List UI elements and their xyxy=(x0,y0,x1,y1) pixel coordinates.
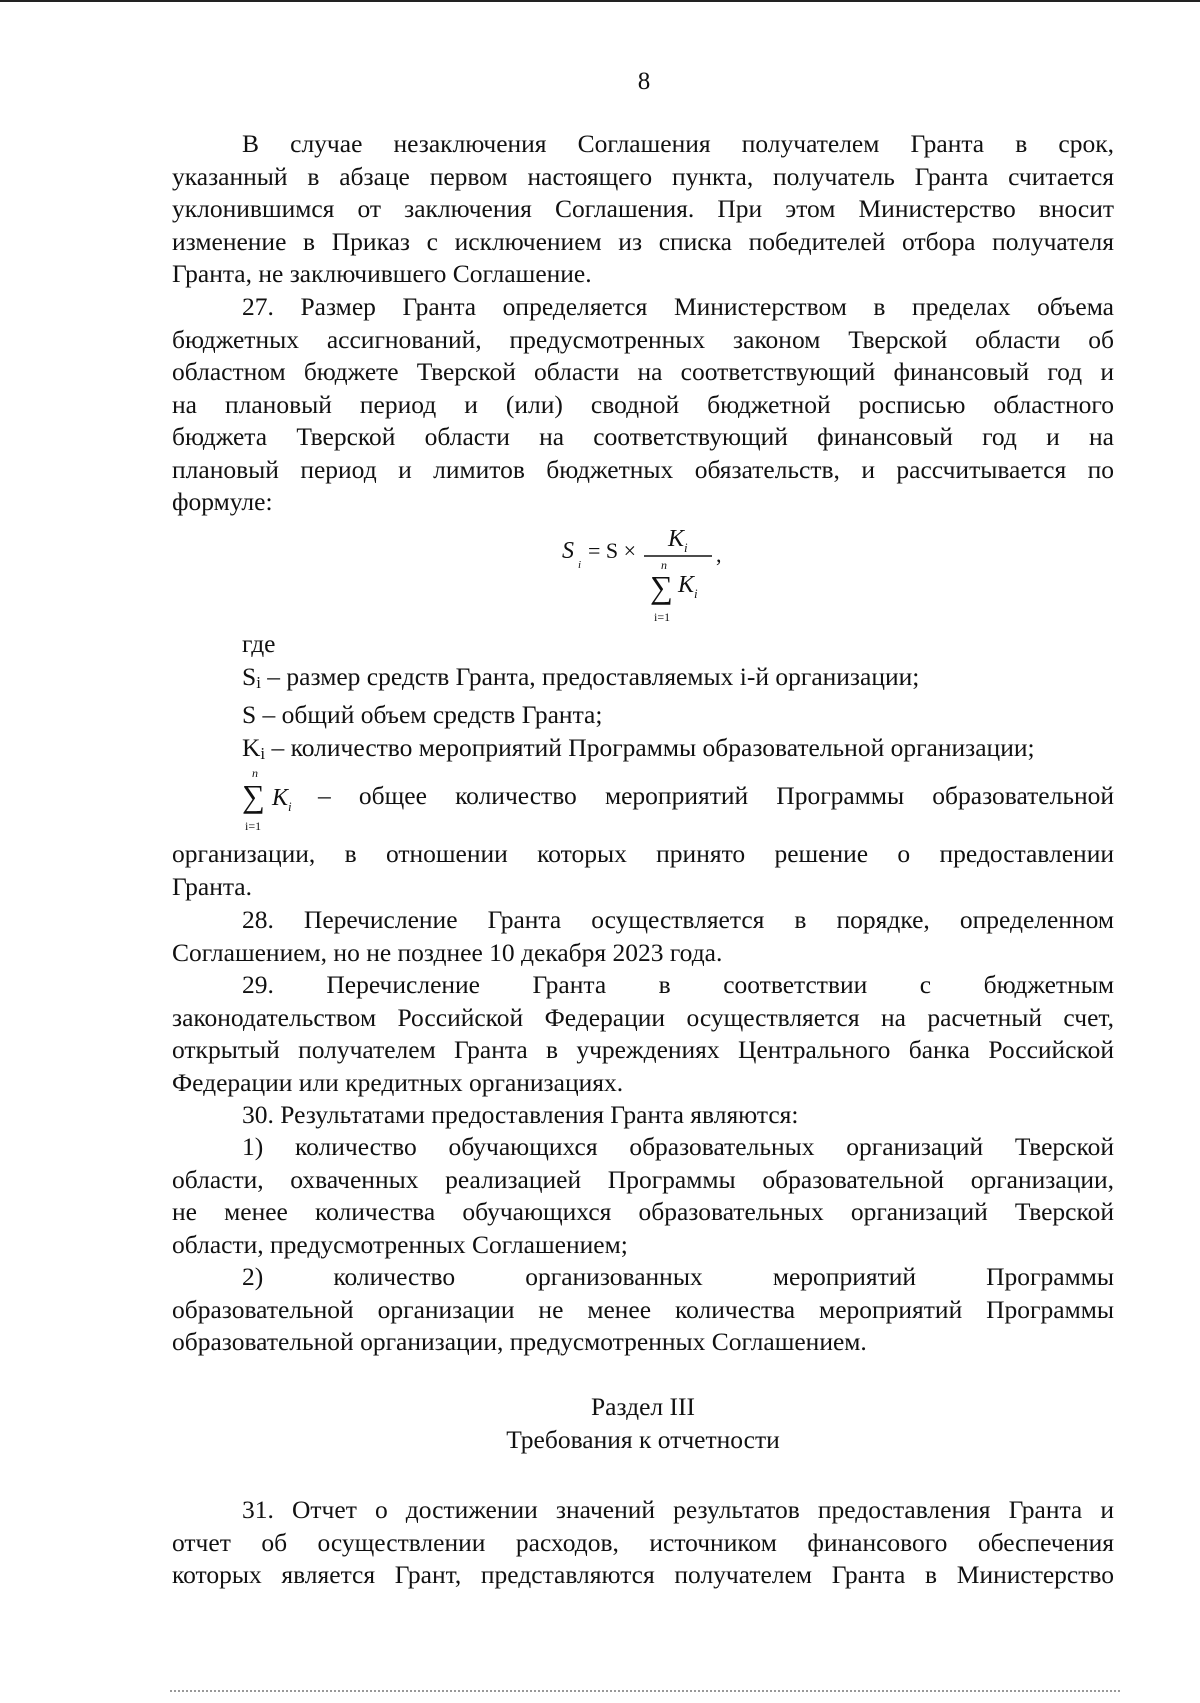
formula-sum-lower: i=1 xyxy=(654,610,671,624)
paragraph-30 xyxy=(172,1099,1114,1132)
text-line: организации, в отношении которых принято решение о предоставлении xyxy=(172,839,1114,868)
text-line: бюджета Тверской области на соответствующий финансовый год и на xyxy=(172,422,1114,451)
text-line: не менее количества обучающихся образовательных организаций Тверской xyxy=(172,1197,1114,1226)
definitions xyxy=(172,628,1114,770)
text-line: 30. Результатами предоставления Гранта являются: xyxy=(242,1100,799,1129)
text-line: области, предусмотренных Соглашением; xyxy=(172,1229,628,1259)
formula-sum-upper: n xyxy=(661,558,667,572)
section-title: Требования к отчетности xyxy=(506,1425,780,1454)
text-line: В случае незаключения Соглашения получателем Гранта в срок, xyxy=(242,129,1114,158)
text-line: образовательной организации, предусмотренных Соглашением. xyxy=(172,1327,867,1356)
def-sum-lower: i=1 xyxy=(245,819,262,833)
def-si-symbol: S xyxy=(242,661,257,691)
formula-numerator-sub: i xyxy=(684,540,688,555)
text-line: области, охваченных реализацией Программы образовательной организации, xyxy=(172,1164,1114,1194)
text-line: изменение в Приказ с исключением из списка победителей отбора получателя xyxy=(172,226,1114,256)
paragraph-31 xyxy=(172,1494,1114,1592)
formula-denominator-sub: i xyxy=(694,586,698,601)
def-sum xyxy=(242,765,1114,835)
text-line: указанный в абзаце первом настоящего пункта, получатель Гранта считается xyxy=(172,161,1114,191)
paragraph-30-item-1 xyxy=(172,1131,1114,1261)
text-line: 29. Перечисление Гранта в соответствии с бюджетным xyxy=(242,970,1114,999)
text-line: уклонившимся от заключения Соглашения. При этом Министерство вносит xyxy=(172,194,1114,223)
sigma-symbol: ∑ xyxy=(242,778,265,814)
top-border xyxy=(0,0,1200,2)
def-sum-text: – общее количество мероприятий Программы образовательной xyxy=(318,781,1114,810)
formula-lhs-sub: i xyxy=(578,559,582,571)
text-line: областном бюджете Тверской области на соответствующий финансовый год и xyxy=(172,357,1114,386)
def-ki-sub: i xyxy=(260,743,266,763)
section-number: Раздел III xyxy=(591,1392,695,1421)
def-s: S – общий объем средств Гранта; xyxy=(242,700,603,729)
paragraph-30-item-2 xyxy=(172,1261,1114,1359)
text-line: Гранта. xyxy=(172,871,252,901)
formula-lhs: S xyxy=(562,538,574,564)
def-si-text: – размер средств Гранта, предоставляемых i-й организации; xyxy=(260,661,920,691)
text-line: бюджетных ассигнований, предусмотренных законом Тверской области об xyxy=(172,324,1114,354)
text-line: 28. Перечисление Гранта осуществляется в порядке, определенном xyxy=(242,905,1114,934)
text-line: 27. Размер Гранта определяется Министерством в пределах объема xyxy=(242,292,1114,321)
def-ki-symbol: K xyxy=(242,732,261,762)
text-line: законодательством Российской Федерации осуществляется на расчетный счет, xyxy=(172,1002,1114,1032)
text-line: которых является Грант, представляются получателем Гранта в Министерство xyxy=(172,1560,1114,1589)
def-sum-k: K xyxy=(272,785,289,811)
formula-denominator: K xyxy=(678,572,695,598)
text-line: Соглашением, но не позднее 10 декабря 2023 года. xyxy=(172,937,723,967)
sum-symbol xyxy=(242,765,302,835)
def-sum-upper: n xyxy=(252,766,258,780)
paragraph-29 xyxy=(172,969,1114,1099)
def-sum-continued xyxy=(172,838,1114,903)
text-line: отчет об осуществлении расходов, источником финансового обеспечения xyxy=(172,1527,1114,1557)
text-line: 2) количество организованных мероприятий Программы xyxy=(242,1262,1114,1291)
paragraph-nonconclusion xyxy=(172,128,1114,291)
text-line: Федерации или кредитных организациях. xyxy=(172,1067,624,1097)
text-line: формуле: xyxy=(172,487,273,516)
paragraph-27 xyxy=(172,291,1114,519)
text-line: плановый период и лимитов бюджетных обязательств, и рассчитывается по xyxy=(172,454,1114,484)
where-label: где xyxy=(242,629,276,658)
page-number: 8 xyxy=(637,68,651,95)
text-line: 31. Отчет о достижении значений результатов предоставления Гранта и xyxy=(242,1495,1114,1524)
sigma-symbol: ∑ xyxy=(650,569,673,605)
def-si xyxy=(172,661,1114,700)
text-line: открытый получателем Гранта в учреждениях Центрального банка Российской xyxy=(172,1035,1114,1064)
formula-eq: = S × xyxy=(588,538,637,563)
grant-formula xyxy=(560,522,740,632)
bottom-scan-border xyxy=(170,1690,1120,1694)
paragraph-28 xyxy=(172,904,1114,969)
text-line: Гранта, не заключившего Соглашение. xyxy=(172,259,592,288)
def-si-sub: i xyxy=(256,672,261,692)
formula-numerator: K xyxy=(668,526,685,552)
text-line: 1) количество обучающихся образовательных организаций Тверской xyxy=(242,1132,1114,1161)
text-line: образовательной организации не менее количества мероприятий Программы xyxy=(172,1294,1114,1324)
formula-comma: , xyxy=(716,542,722,567)
def-sum-sub: i xyxy=(288,799,292,814)
text-line: на плановый период и (или) сводной бюджетной росписью областного xyxy=(172,389,1114,419)
def-ki-text: – количество мероприятий Программы образовательной организации; xyxy=(265,732,1035,762)
